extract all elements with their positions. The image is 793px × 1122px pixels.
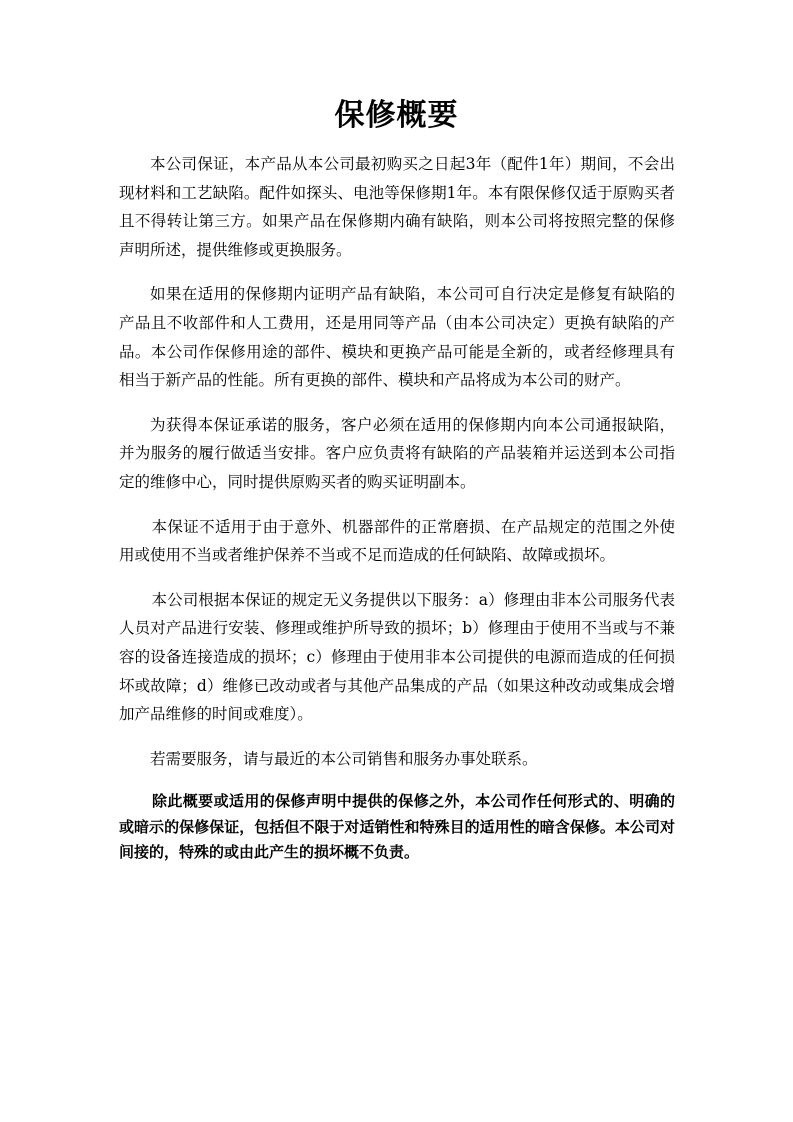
paragraph-warranty-term: 本公司保证，本产品从本公司最初购买之日起3年（配件1年）期间，不会出现材料和工艺缺陷。配件如探头、电池等保修期1年。本有限保修仅适于原购买者且不得转让第三方。如果产品在保修期内确有缺陷，则本公司将按照完整的保修声明所述，提供维修或更换服务。 (119, 155, 675, 259)
document-title: 保修概要 (334, 98, 459, 133)
paragraph-no-obligation-services: 本公司根据本保证的规定无义务提供以下服务：a）修理由非本公司服务代表人员对产品进行安装、修理或维护所导致的损坏；b）修理由于使用不当或与不兼容的设备连接造成的损坏；c）修理由于使用非本公司提供的电源而造成的任何损坏或故障；d）维修已改动或者与其他产品集成的产品（如果这种改动或集成会增加产品维修的时间或难度）。 (119, 590, 675, 724)
document-body (119, 150, 675, 882)
paragraph-exclusions: 本保证不适用于由于意外、机器部件的正常磨损、在产品规定的范围之外使用或使用不当或者维护保养不当或不足而造成的任何缺陷、故障或损坏。 (119, 517, 675, 565)
paragraph-service-procedure: 为获得本保证承诺的服务，客户必须在适用的保修期内向本公司通报缺陷，并为服务的履行做适当安排。客户应负责将有缺陷的产品装箱并运送到本公司指定的维修中心，同时提供原购买者的购买证明副本。 (119, 415, 675, 491)
paragraph-contact: 若需要服务，请与最近的本公司销售和服务办事处联系。 (150, 749, 538, 768)
paragraph-disclaimer: 除此概要或适用的保修声明中提供的保修之外，本公司作任何形式的、明确的或暗示的保修保证，包括但不限于对适销性和特殊目的适用性的暗含保修。本公司对间接的，特殊的或由此产生的损坏概不负责。 (119, 792, 675, 862)
paragraph-defect-remedy: 如果在适用的保修期内证明产品有缺陷，本公司可自行决定是修复有缺陷的产品且不收部件和人工费用，还是用同等产品（由本公司决定）更换有缺陷的产品。本公司作保修用途的部件、模块和更换产品可能是全新的，或者经修理具有相当于新产品的性能。所有更换的部件、模块和产品将成为本公司的财产。 (119, 285, 675, 390)
